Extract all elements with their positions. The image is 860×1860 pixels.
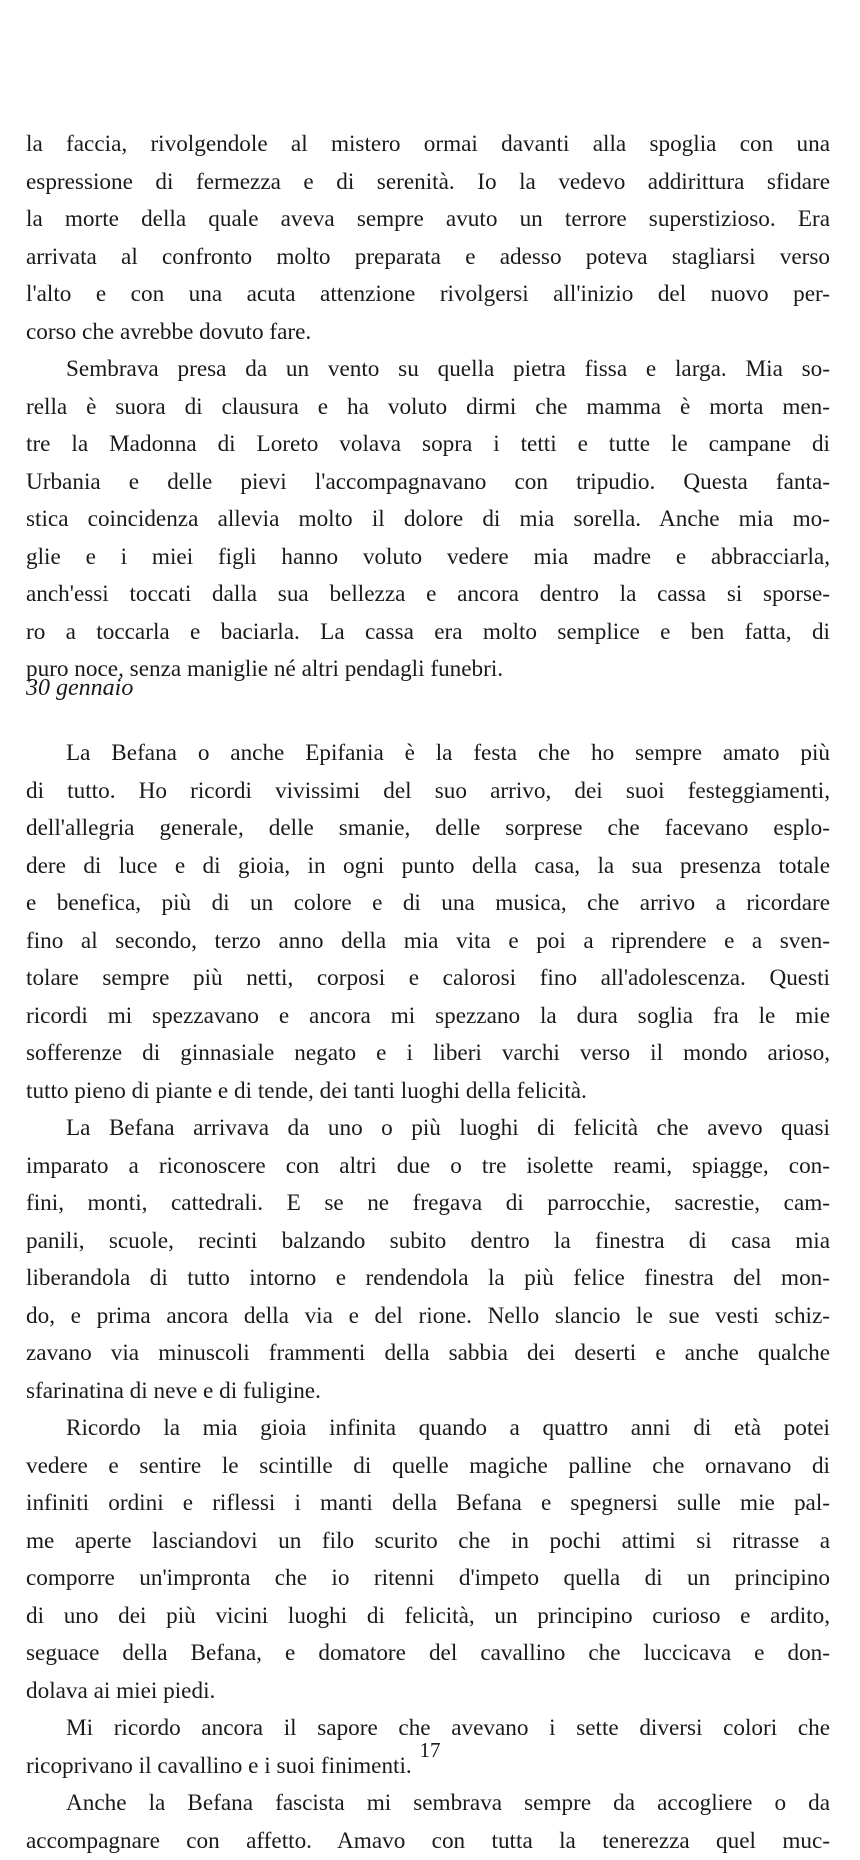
- text-line: tolare sempre più netti, corposi e calorosi fino all'adolescenza. Questi: [26, 960, 830, 998]
- paragraph-3: [26, 735, 830, 1110]
- text-line: vedere e sentire le scintille di quelle magiche palline che ornavano di: [26, 1448, 830, 1486]
- text-line: La Befana o anche Epifania è la festa che ho sempre amato più: [26, 735, 830, 773]
- text-line: glie e i miei figli hanno voluto vedere mia madre e abbracciarla,: [26, 539, 830, 577]
- paragraph-2: [26, 351, 830, 689]
- text-line: dere di luce e di gioia, in ogni punto della casa, la sua presenza totale: [26, 848, 830, 886]
- text-line: rella è suora di clausura e ha voluto dirmi che mamma è morta men-: [26, 389, 830, 427]
- text-line: Anche la Befana fascista mi sembrava sempre da accogliere o da: [26, 1785, 830, 1823]
- text-line: accompagnare con affetto. Amavo con tutta la tenerezza quel muc-: [26, 1823, 830, 1860]
- text-line: sofferenze di ginnasiale negato e i liberi varchi verso il mondo arioso,: [26, 1035, 830, 1073]
- text-line: anch'essi toccati dalla sua bellezza e ancora dentro la cassa si sporse-: [26, 576, 830, 614]
- text-line: liberandola di tutto intorno e rendendola la più felice finestra del mon-: [26, 1260, 830, 1298]
- text-line: sfarinatina di neve e di fuligine.: [26, 1373, 830, 1411]
- text-line: l'alto e con una acuta attenzione rivolgersi all'inizio del nuovo per-: [26, 276, 830, 314]
- text-line: do, e prima ancora della via e del rione. Nello slancio le sue vesti schiz-: [26, 1298, 830, 1336]
- text-line: Urbania e delle pievi l'accompagnavano con tripudio. Questa fanta-: [26, 464, 830, 502]
- text-line: ricordi mi spezzavano e ancora mi spezzano la dura soglia fra le mie: [26, 998, 830, 1036]
- text-block-bottom: [26, 735, 830, 1860]
- paragraph-1: [26, 126, 830, 351]
- text-line: dell'allegria generale, delle smanie, delle sorprese che facevano esplo-: [26, 810, 830, 848]
- text-line: dolava ai miei piedi.: [26, 1673, 830, 1711]
- paragraph-5: [26, 1410, 830, 1710]
- text-line: ricoprivano il cavallino e i suoi finimenti.: [26, 1748, 830, 1786]
- text-line: La Befana arrivava da uno o più luoghi di felicità che avevo quasi: [26, 1110, 830, 1148]
- text-line: e benefica, più di un colore e di una musica, che arrivo a ricordare: [26, 885, 830, 923]
- text-line: di tutto. Ho ricordi vivissimi del suo arrivo, dei suoi festeggiamenti,: [26, 773, 830, 811]
- text-line: la morte della quale aveva sempre avuto un terrore superstizioso. Era: [26, 201, 830, 239]
- page-number: 17: [0, 1738, 860, 1763]
- text-line: zavano via minuscoli frammenti della sabbia dei deserti e anche qualche: [26, 1335, 830, 1373]
- text-line: seguace della Befana, e domatore del cavallino che luccicava e don-: [26, 1635, 830, 1673]
- text-line: di uno dei più vicini luoghi di felicità, un principino curioso e ardito,: [26, 1598, 830, 1636]
- section-heading: 30 gennaio: [26, 670, 133, 706]
- text-block-top: [26, 126, 830, 689]
- text-line: Sembrava presa da un vento su quella pietra fissa e larga. Mia so-: [26, 351, 830, 389]
- text-line: puro noce, senza maniglie né altri pendagli funebri.: [26, 651, 830, 689]
- paragraph-7: [26, 1785, 830, 1860]
- text-line: corso che avrebbe dovuto fare.: [26, 314, 830, 352]
- text-line: Ricordo la mia gioia infinita quando a quattro anni di età potei: [26, 1410, 830, 1448]
- text-line: infiniti ordini e riflessi i manti della Befana e spegnersi sulle mie pal-: [26, 1485, 830, 1523]
- text-line: fini, monti, cattedrali. E se ne fregava di parrocchie, sacrestie, cam-: [26, 1185, 830, 1223]
- text-line: tre la Madonna di Loreto volava sopra i tetti e tutte le campane di: [26, 426, 830, 464]
- paragraph-4: [26, 1110, 830, 1410]
- text-line: Mi ricordo ancora il sapore che avevano i sette diversi colori che: [26, 1710, 830, 1748]
- text-line: stica coincidenza allevia molto il dolore di mia sorella. Anche mia mo-: [26, 501, 830, 539]
- text-line: ro a toccarla e baciarla. La cassa era molto semplice e ben fatta, di: [26, 614, 830, 652]
- text-line: arrivata al confronto molto preparata e adesso poteva stagliarsi verso: [26, 239, 830, 277]
- text-line: comporre un'impronta che io ritenni d'impeto quella di un principino: [26, 1560, 830, 1598]
- text-line: la faccia, rivolgendole al mistero ormai davanti alla spoglia con una: [26, 126, 830, 164]
- text-line: espressione di fermezza e di serenità. Io la vedevo addirittura sfidare: [26, 164, 830, 202]
- text-line: panili, scuole, recinti balzando subito dentro la finestra di casa mia: [26, 1223, 830, 1261]
- text-line: tutto pieno di piante e di tende, dei tanti luoghi della felicità.: [26, 1073, 830, 1111]
- text-line: me aperte lasciandovi un filo scurito che in pochi attimi si ritrasse a: [26, 1523, 830, 1561]
- text-line: fino al secondo, terzo anno della mia vita e poi a riprendere e a sven-: [26, 923, 830, 961]
- text-line: imparato a riconoscere con altri due o tre isolette reami, spiagge, con-: [26, 1148, 830, 1186]
